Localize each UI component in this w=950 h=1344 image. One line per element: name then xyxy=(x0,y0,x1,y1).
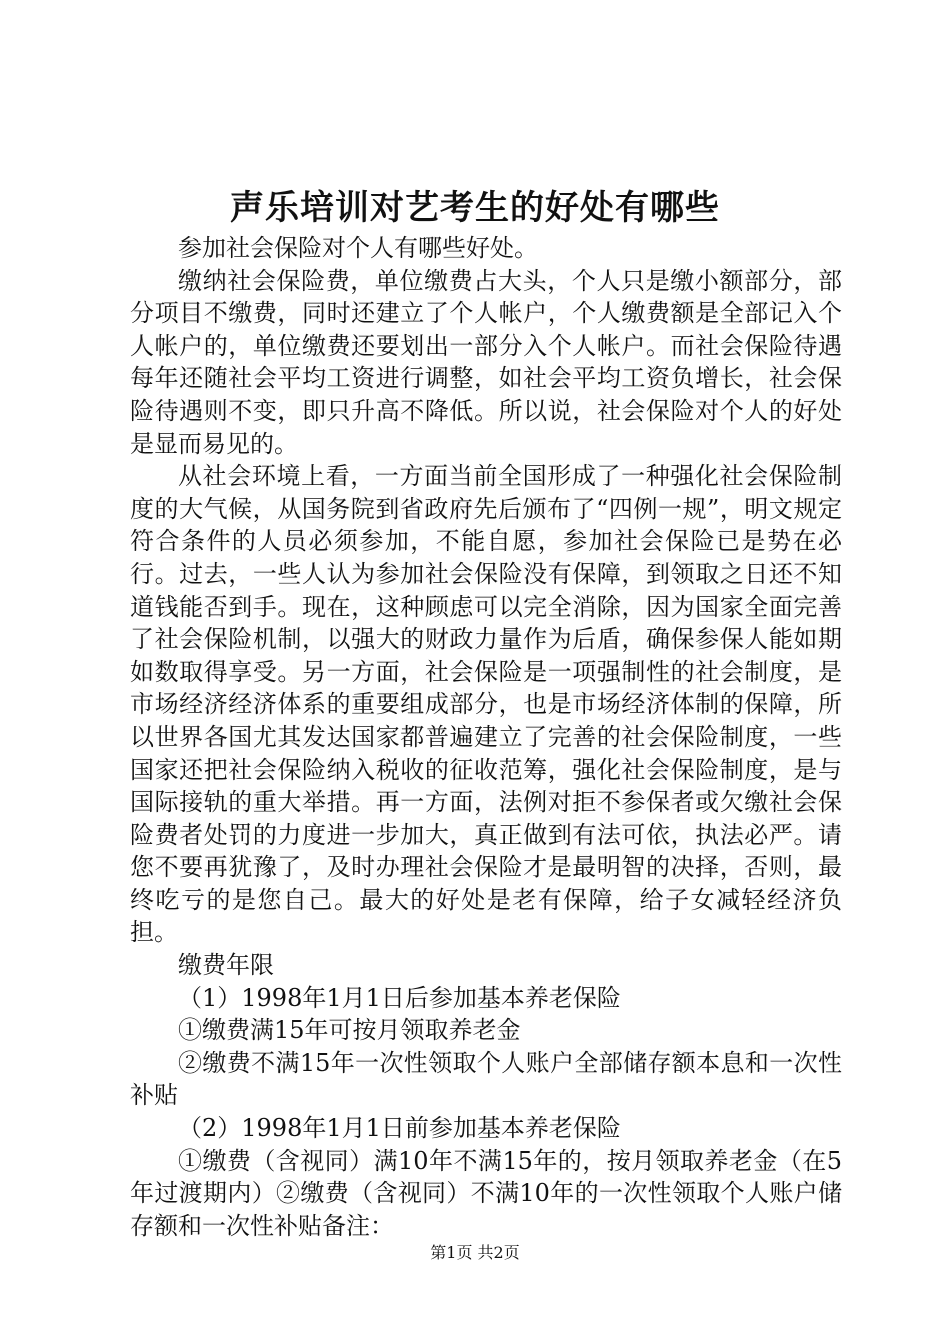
document-title: 声乐培训对艺考生的好处有哪些 xyxy=(230,188,720,228)
paragraph-before-1998-heading: （2）1998年1月1日前参加基本养老保险 xyxy=(178,1114,621,1143)
paragraph-intro: 参加社会保险对个人有哪些好处。 xyxy=(178,234,538,262)
paragraph-contribution-benefits: 缴纳社会保险费，单位缴费占大头，个人只是缴小额部分，部分项目不缴费，同时还建立了个人帐户，个人缴费额是全部记入个人帐户的，单位缴费还要划出一部分入个人帐户。而社会保险待遇每年还随社会平均工资进行调整，如社会平均工资负增长，社会保险待遇则不变，即只升高不降低。所以说，社会保险对个人的好处是显而易见的。 xyxy=(130,266,842,458)
document-body xyxy=(130,232,842,1242)
paragraph-social-environment: 从社会环境上看，一方面当前全国形成了一种强化社会保险制度的大气候，从国务院到省政府先后颁布了“四例一规”，明文规定符合条件的人员必须参加，不能自愿，参加社会保险已是势在必行。过去，一些人认为参加社会保险没有保障，到领取之日还不知道钱能否到手。现在，这种顾虑可以完全消除，因为国家全面完善了社会保险机制，以强大的财政力量作为后盾，确保参保人能如期如数取得享受。另一方面，社会保险是一项强制性的社会制度，是市场经济经济体系的重要组成部分，也是市场经济体制的保障，所以世界各国尤其发达国家都普遍建立了完善的社会保险制度，一些国家还把社会保险纳入税收的征收范筹，强化社会保险制度，是与国际接轨的重大举措。再一方面，法例对拒不参保者或欠缴社会保险费者处罚的力度进一步加大，真正做到有法可依，执法必严。请您不要再犹豫了，及时办理社会保险才是最明智的决择，否则，最终吃亏的是您自己。最大的好处是老有保障，给子女减轻经济负担。 xyxy=(130,462,842,947)
paragraph-after-1998-item-2: ②缴费不满15年一次性领取个人账户全部储存额本息和一次性补贴 xyxy=(130,1048,842,1110)
paragraph-after-1998-item-1: ①缴费满15年可按月领取养老金 xyxy=(178,1016,521,1045)
paragraph-contribution-years-heading: 缴费年限 xyxy=(178,951,274,980)
page-number-footer: 第1页 共2页 xyxy=(430,1243,520,1262)
paragraph-before-1998-items: ①缴费（含视同）满10年不满15年的，按月领取养老金（在5年过渡期内）②缴费（含视同）不满10年的一次性领取个人账户储存额和一次性补贴备注： xyxy=(130,1146,842,1240)
paragraph-after-1998-heading: （1）1998年1月1日后参加基本养老保险 xyxy=(178,983,621,1012)
